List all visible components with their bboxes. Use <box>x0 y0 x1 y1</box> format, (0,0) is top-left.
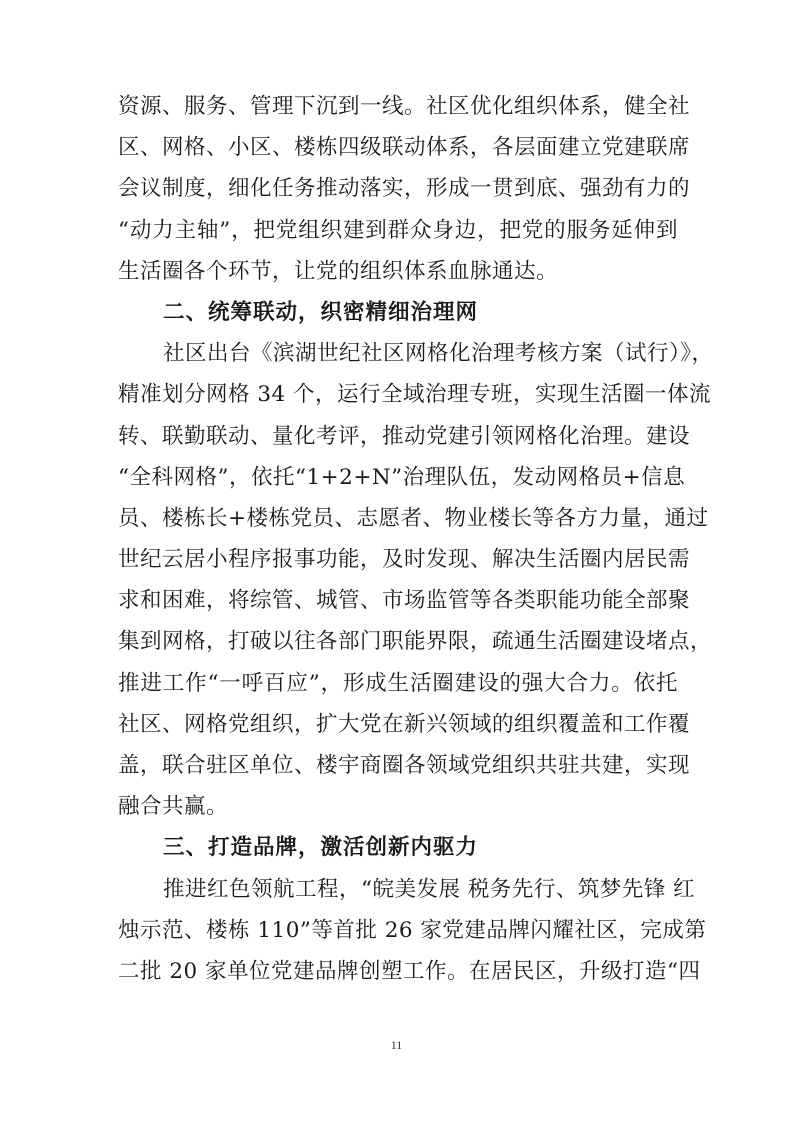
paragraph-line: 融合共赢。 <box>118 794 229 820</box>
paragraph-line: 烛示范、楼栋 110”等首批 26 家党建品牌闪耀社区，完成第 <box>118 917 707 943</box>
paragraph-line: 推进工作“一呼百应”，形成生活圈建设的强大合力。依托 <box>118 670 678 696</box>
paragraph-line: “动力主轴”，把党组织建到群众身边，把党的服务延伸到 <box>118 217 678 243</box>
paragraph-line: “全科网格”，依托“1+2+N”治理队伍，发动网格员+信息 <box>118 464 686 490</box>
paragraph-line: 集到网格，打破以往各部门职能界限，疏通生活圈建设堵点， <box>118 629 713 655</box>
paragraph-line: 社区、网格党组织，扩大党在新兴领域的组织覆盖和工作覆 <box>118 711 691 737</box>
paragraph-line: 社区出台《滨湖世纪社区网格化治理考核方案（试行）》， <box>163 341 714 367</box>
paragraph-line: 转、联勤联动、量化考评，推动党建引领网格化治理。建设 <box>118 423 691 449</box>
paragraph-line: 会议制度，细化任务推动落实，形成一贯到底、强劲有力的 <box>118 176 691 202</box>
paragraph-line: 精准划分网格 34 个，运行全域治理专班，实现生活圈一体流 <box>118 382 712 408</box>
paragraph-line: 世纪云居小程序报事功能，及时发现、解决生活圈内居民需 <box>118 547 691 573</box>
paragraph-line: 推进红色领航工程，“皖美发展 税务先行、筑梦先锋 红 <box>163 876 696 902</box>
paragraph-line: 二批 20 家单位党建品牌创塑工作。在居民区，升级打造“四 <box>118 958 701 984</box>
paragraph-line: 盖，联合驻区单位、楼宇商圈各领域党组织共驻共建，实现 <box>118 753 691 778</box>
paragraph-line: 求和困难，将综管、城管、市场监管等各类职能功能全部聚 <box>118 588 691 614</box>
section-heading: 二、统筹联动，织密精细治理网 <box>163 299 479 325</box>
paragraph-line: 资源、服务、管理下沉到一线。社区优化组织体系，健全社 <box>118 94 691 119</box>
paragraph-line: 员、楼栋长+楼栋党员、志愿者、物业楼长等各方力量，通过 <box>118 505 709 531</box>
document-body <box>118 86 714 992</box>
page-number: 11 <box>390 1038 403 1052</box>
paragraph-line: 区、网格、小区、楼栋四级联动体系，各层面建立党建联席 <box>118 135 691 161</box>
paragraph-line: 生活圈各个环节，让党的组织体系血脉通达。 <box>118 258 559 284</box>
section-heading: 三、打造品牌，激活创新内驱力 <box>163 835 479 861</box>
